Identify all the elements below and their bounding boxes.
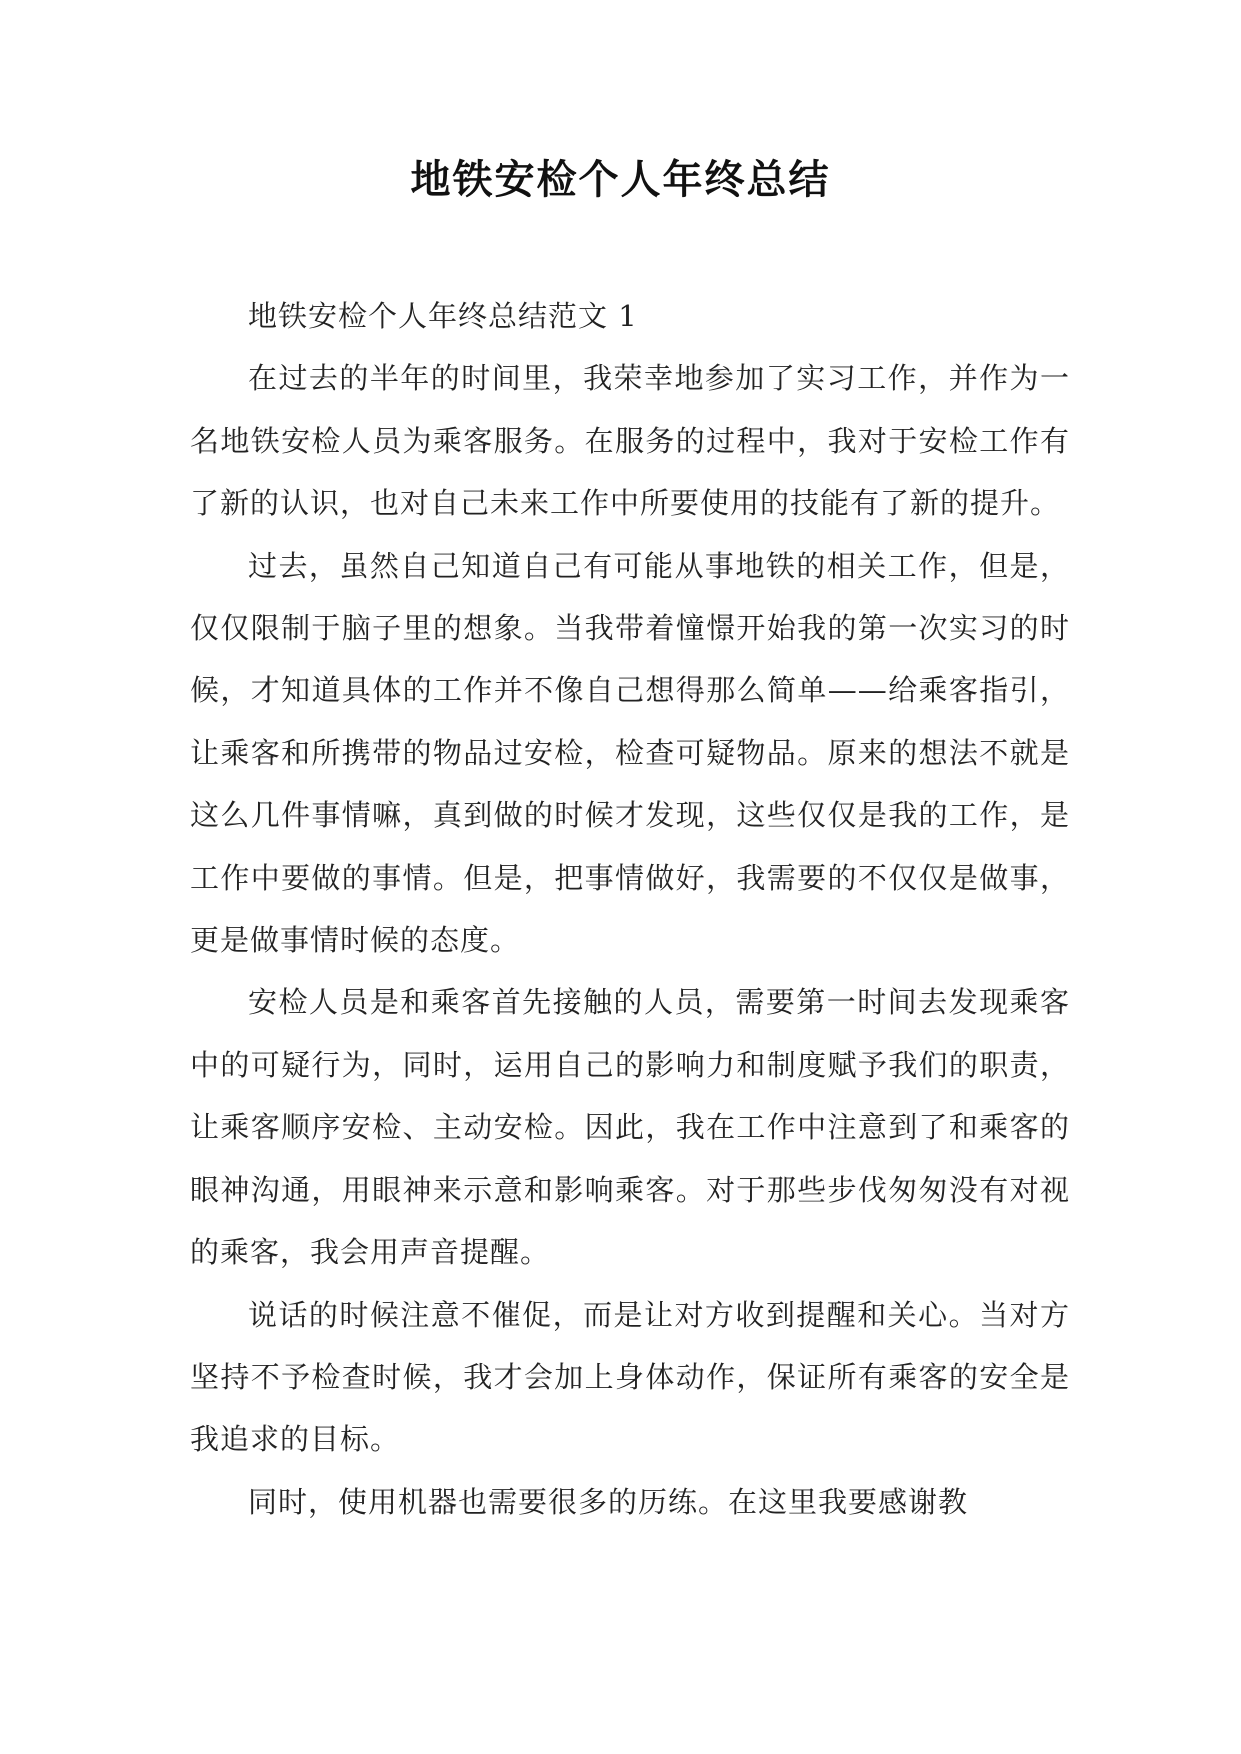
body-paragraph: 在过去的半年的时间里，我荣幸地参加了实习工作，并作为一名地铁安检人员为乘客服务。在服务的过程中，我对于安检工作有了新的认识，也对自己未来工作中所要使用的技能有了新的提升。 xyxy=(190,361,1070,521)
body-paragraph: 过去，虽然自己知道自己有可能从事地铁的相关工作，但是，仅仅限制于脑子里的想象。当我带着憧憬开始我的第一次实习的时候，才知道具体的工作并不像自己想得那么简单——给乘客指引，让乘客和所携带的物品过安检，检查可疑物品。原来的想法不就是这么几件事情嘛，真到做的时候才发现，这些仅仅是我的工作，是工作中要做的事情。但是，把事情做好，我需要的不仅仅是做事，更是做事情时候的态度。 xyxy=(190,548,1070,958)
body-paragraph: 同时，使用机器也需要很多的历练。在这里我要感谢教 xyxy=(248,1484,969,1519)
body-paragraph: 安检人员是和乘客首先接触的人员，需要第一时间去发现乘客中的可疑行为，同时，运用自己的影响力和制度赋予我们的职责，让乘客顺序安检、主动安检。因此，我在工作中注意到了和乘客的眼神沟通，用眼神来示意和影响乘客。对于那些步伐匆匆没有对视的乘客，我会用声音提醒。 xyxy=(190,985,1070,1270)
document-body xyxy=(190,285,1070,1533)
body-paragraph: 说话的时候注意不催促，而是让对方收到提醒和关心。当对方坚持不予检查时候，我才会加上身体动作，保证所有乘客的安全是我追求的目标。 xyxy=(190,1297,1070,1457)
section-heading: 地铁安检个人年终总结范文 1 xyxy=(248,299,638,333)
document-title: 地铁安检个人年终总结 xyxy=(410,157,831,203)
